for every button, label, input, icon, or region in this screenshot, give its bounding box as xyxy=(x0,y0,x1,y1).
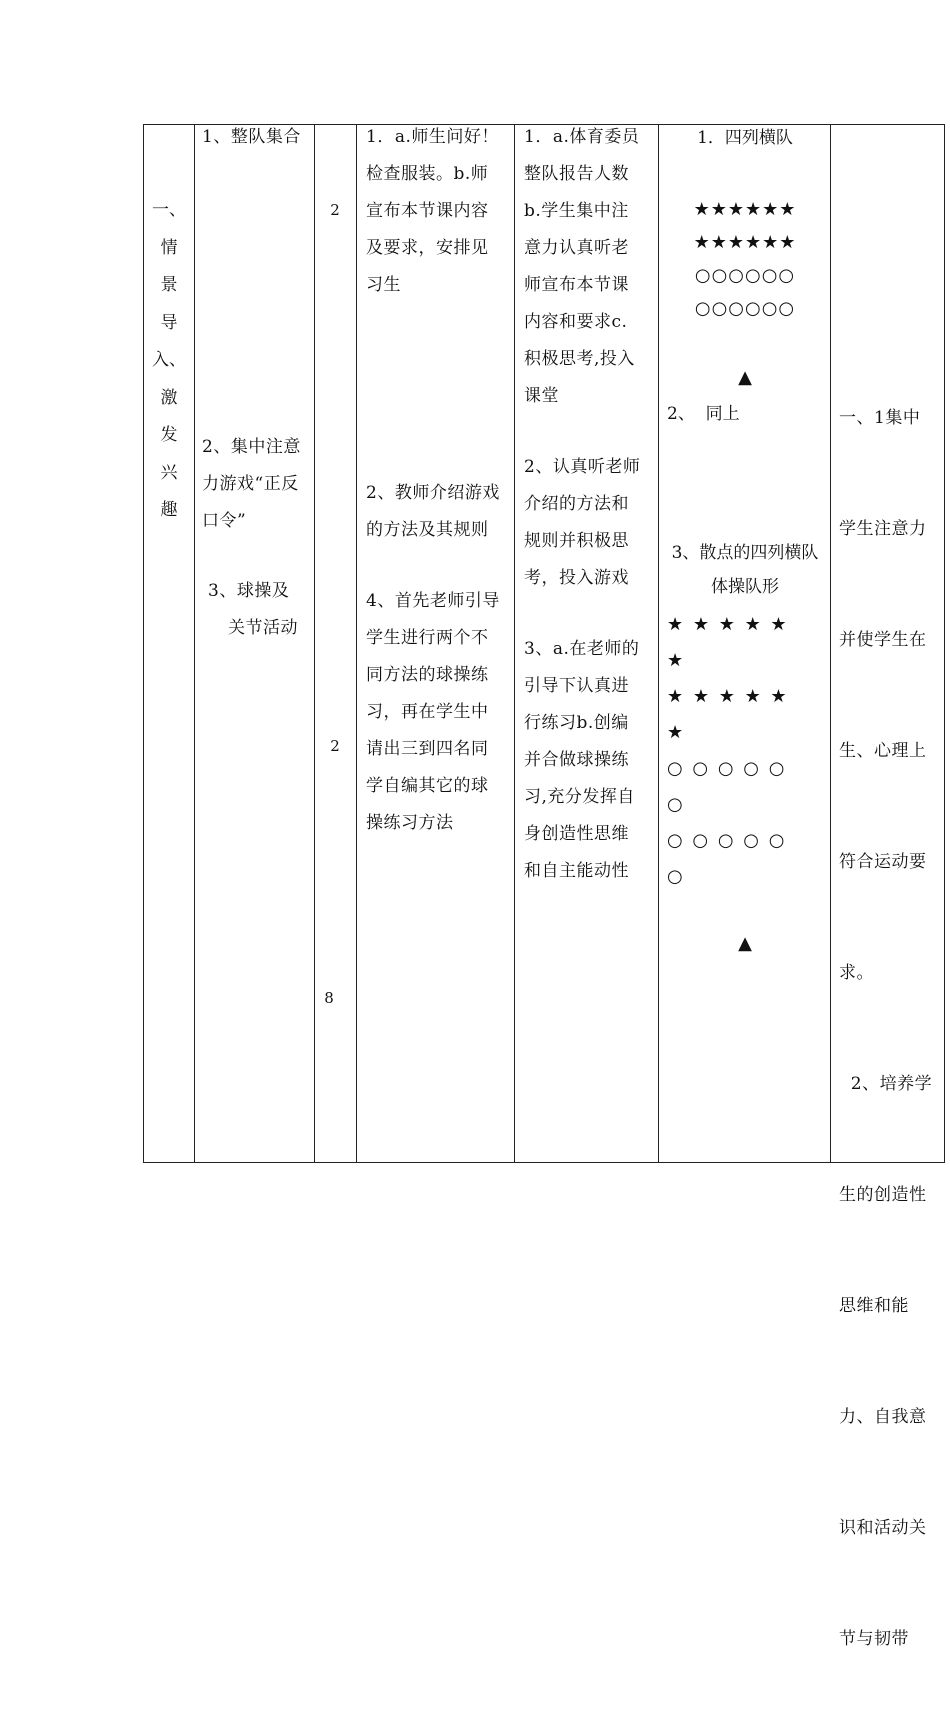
text-line: 2、教师介绍游戏 xyxy=(366,483,500,503)
text-line: 节与韧带 xyxy=(839,1629,909,1649)
text-line: 检查服装。b.师 xyxy=(366,164,489,184)
stage-line: 导 xyxy=(160,312,178,333)
teacher-position-triangle-icon: ▲ xyxy=(738,933,752,954)
stage-line: 发 xyxy=(160,425,178,445)
text-line: 求。 xyxy=(839,963,874,983)
text-line: 介绍的方法和 xyxy=(524,494,629,514)
text-line: 身创造性思维 xyxy=(524,824,629,844)
lesson-plan-table xyxy=(143,124,945,1649)
text-line: 请出三到四名同 xyxy=(366,739,489,759)
text-line: 并使学生在 xyxy=(839,630,927,650)
text-line: 内容和要求c. xyxy=(524,312,628,332)
text-line: 力、自我意 xyxy=(839,1407,927,1427)
text-line: 课堂 xyxy=(524,386,559,406)
stage-line: 兴 xyxy=(160,462,178,483)
text-line: 习，再在学生中 xyxy=(366,702,489,722)
formation-row: ★ xyxy=(667,722,686,743)
teacher-activity-3 xyxy=(366,583,514,842)
stage-line: 一、 xyxy=(152,200,186,220)
text-line: 及要求，安排见 xyxy=(366,238,489,258)
text-line: 生的创造性 xyxy=(839,1185,927,1205)
text-line: 1．a.师生问好！ xyxy=(366,127,499,147)
text-line: 习生 xyxy=(366,275,401,295)
formation-row: ★★★★★★ xyxy=(693,232,797,253)
teacher-position-triangle-icon: ▲ xyxy=(738,367,752,388)
time-value: 2 xyxy=(330,737,340,755)
formation-row: ○ xyxy=(667,794,685,815)
text-line: 同方法的球操练 xyxy=(366,665,489,685)
text-line: 体操队形 xyxy=(711,577,779,597)
text-line: 生、心理上 xyxy=(839,741,927,761)
text-line: 习,充分发挥自 xyxy=(524,787,635,807)
text-line: 的方法及其规则 xyxy=(366,520,489,540)
purpose-text xyxy=(839,326,947,1732)
stage-line: 趣 xyxy=(160,500,178,520)
student-activity-2 xyxy=(524,449,658,597)
formation-row: ○○○○○○ xyxy=(694,265,796,286)
column-divider xyxy=(658,125,659,1162)
content-item-3 xyxy=(208,573,312,647)
formation-row: ○ xyxy=(667,866,685,887)
formation-3-title xyxy=(660,536,830,604)
stage-line: 情 xyxy=(160,237,178,258)
teacher-activity-1 xyxy=(366,119,514,304)
text-line: 识和活动关 xyxy=(839,1518,927,1538)
content-item-1 xyxy=(202,119,312,156)
text-line: 3、散点的四列横队 xyxy=(671,543,819,563)
text-line: 规则并积极思 xyxy=(524,531,629,551)
column-divider xyxy=(514,125,515,1162)
formation-row: ○ ○ ○ ○ ○ xyxy=(667,830,787,851)
formation-1-diagram xyxy=(660,193,830,325)
text-line: 一、1集中 xyxy=(839,408,921,428)
stage-line: 景 xyxy=(160,275,178,295)
text-line: 2、培养学 xyxy=(839,1074,933,1094)
student-activity-3 xyxy=(524,631,658,890)
text-line: 考，投入游戏 xyxy=(524,568,629,588)
time-value: 2 xyxy=(330,201,340,219)
text-line: 师宣布本节课 xyxy=(524,275,629,295)
formation-1-title: 1．四列横队 xyxy=(697,128,793,148)
text-line: 行练习b.创编 xyxy=(524,713,629,733)
formation-row: ★ xyxy=(667,650,686,671)
text-line: 引导下认真进 xyxy=(524,676,629,696)
text-line: 意力认真听老 xyxy=(524,238,629,258)
content-text: 3、球操及 xyxy=(208,581,290,601)
text-line: 学生注意力 xyxy=(839,519,927,539)
formation-row: ★★★★★★ xyxy=(693,199,797,220)
formation-row: ★ ★ ★ ★ ★ xyxy=(667,686,789,707)
stage-line: 激 xyxy=(160,387,178,408)
text-line: 4、首先老师引导 xyxy=(366,591,500,611)
teacher-activity-2 xyxy=(366,475,514,549)
text-line: 符合运动要 xyxy=(839,852,927,872)
stage-line: 入、 xyxy=(152,350,186,370)
formation-row: ○○○○○○ xyxy=(694,298,796,319)
text-line: 操练习方法 xyxy=(366,813,454,833)
text-line: 3、a.在老师的 xyxy=(524,639,640,659)
content-text: 关节活动 xyxy=(228,618,298,638)
text-line: 宣布本节课内容 xyxy=(366,201,489,221)
stage-title xyxy=(144,192,194,530)
content-text: 1、整队集合 xyxy=(202,127,301,147)
text-line: 学生进行两个不 xyxy=(366,628,489,648)
text-line: b.学生集中注 xyxy=(524,201,629,221)
time-value: 8 xyxy=(324,989,334,1007)
column-divider xyxy=(194,125,195,1162)
text-line: 学自编其它的球 xyxy=(366,776,489,796)
text-line: 和自主能动性 xyxy=(524,861,629,881)
text-line: 2、认真听老师 xyxy=(524,457,641,477)
formation-2: 2、 同上 xyxy=(667,404,740,424)
text-line: 1．a.体育委员 xyxy=(524,127,640,147)
content-item-2 xyxy=(202,429,312,540)
formation-row: ★ ★ ★ ★ ★ xyxy=(667,614,789,635)
formation-row: ○ ○ ○ ○ ○ xyxy=(667,758,787,779)
formation-3-diagram xyxy=(667,607,837,895)
text-line: 思维和能 xyxy=(839,1296,909,1316)
column-divider xyxy=(356,125,357,1162)
text-line: 并合做球操练 xyxy=(524,750,629,770)
text-line: 整队报告人数 xyxy=(524,164,629,184)
text-line: 积极思考,投入 xyxy=(524,349,635,369)
student-activity-1 xyxy=(524,119,658,415)
content-text: 2、集中注意力游戏“正反口令” xyxy=(202,437,301,531)
